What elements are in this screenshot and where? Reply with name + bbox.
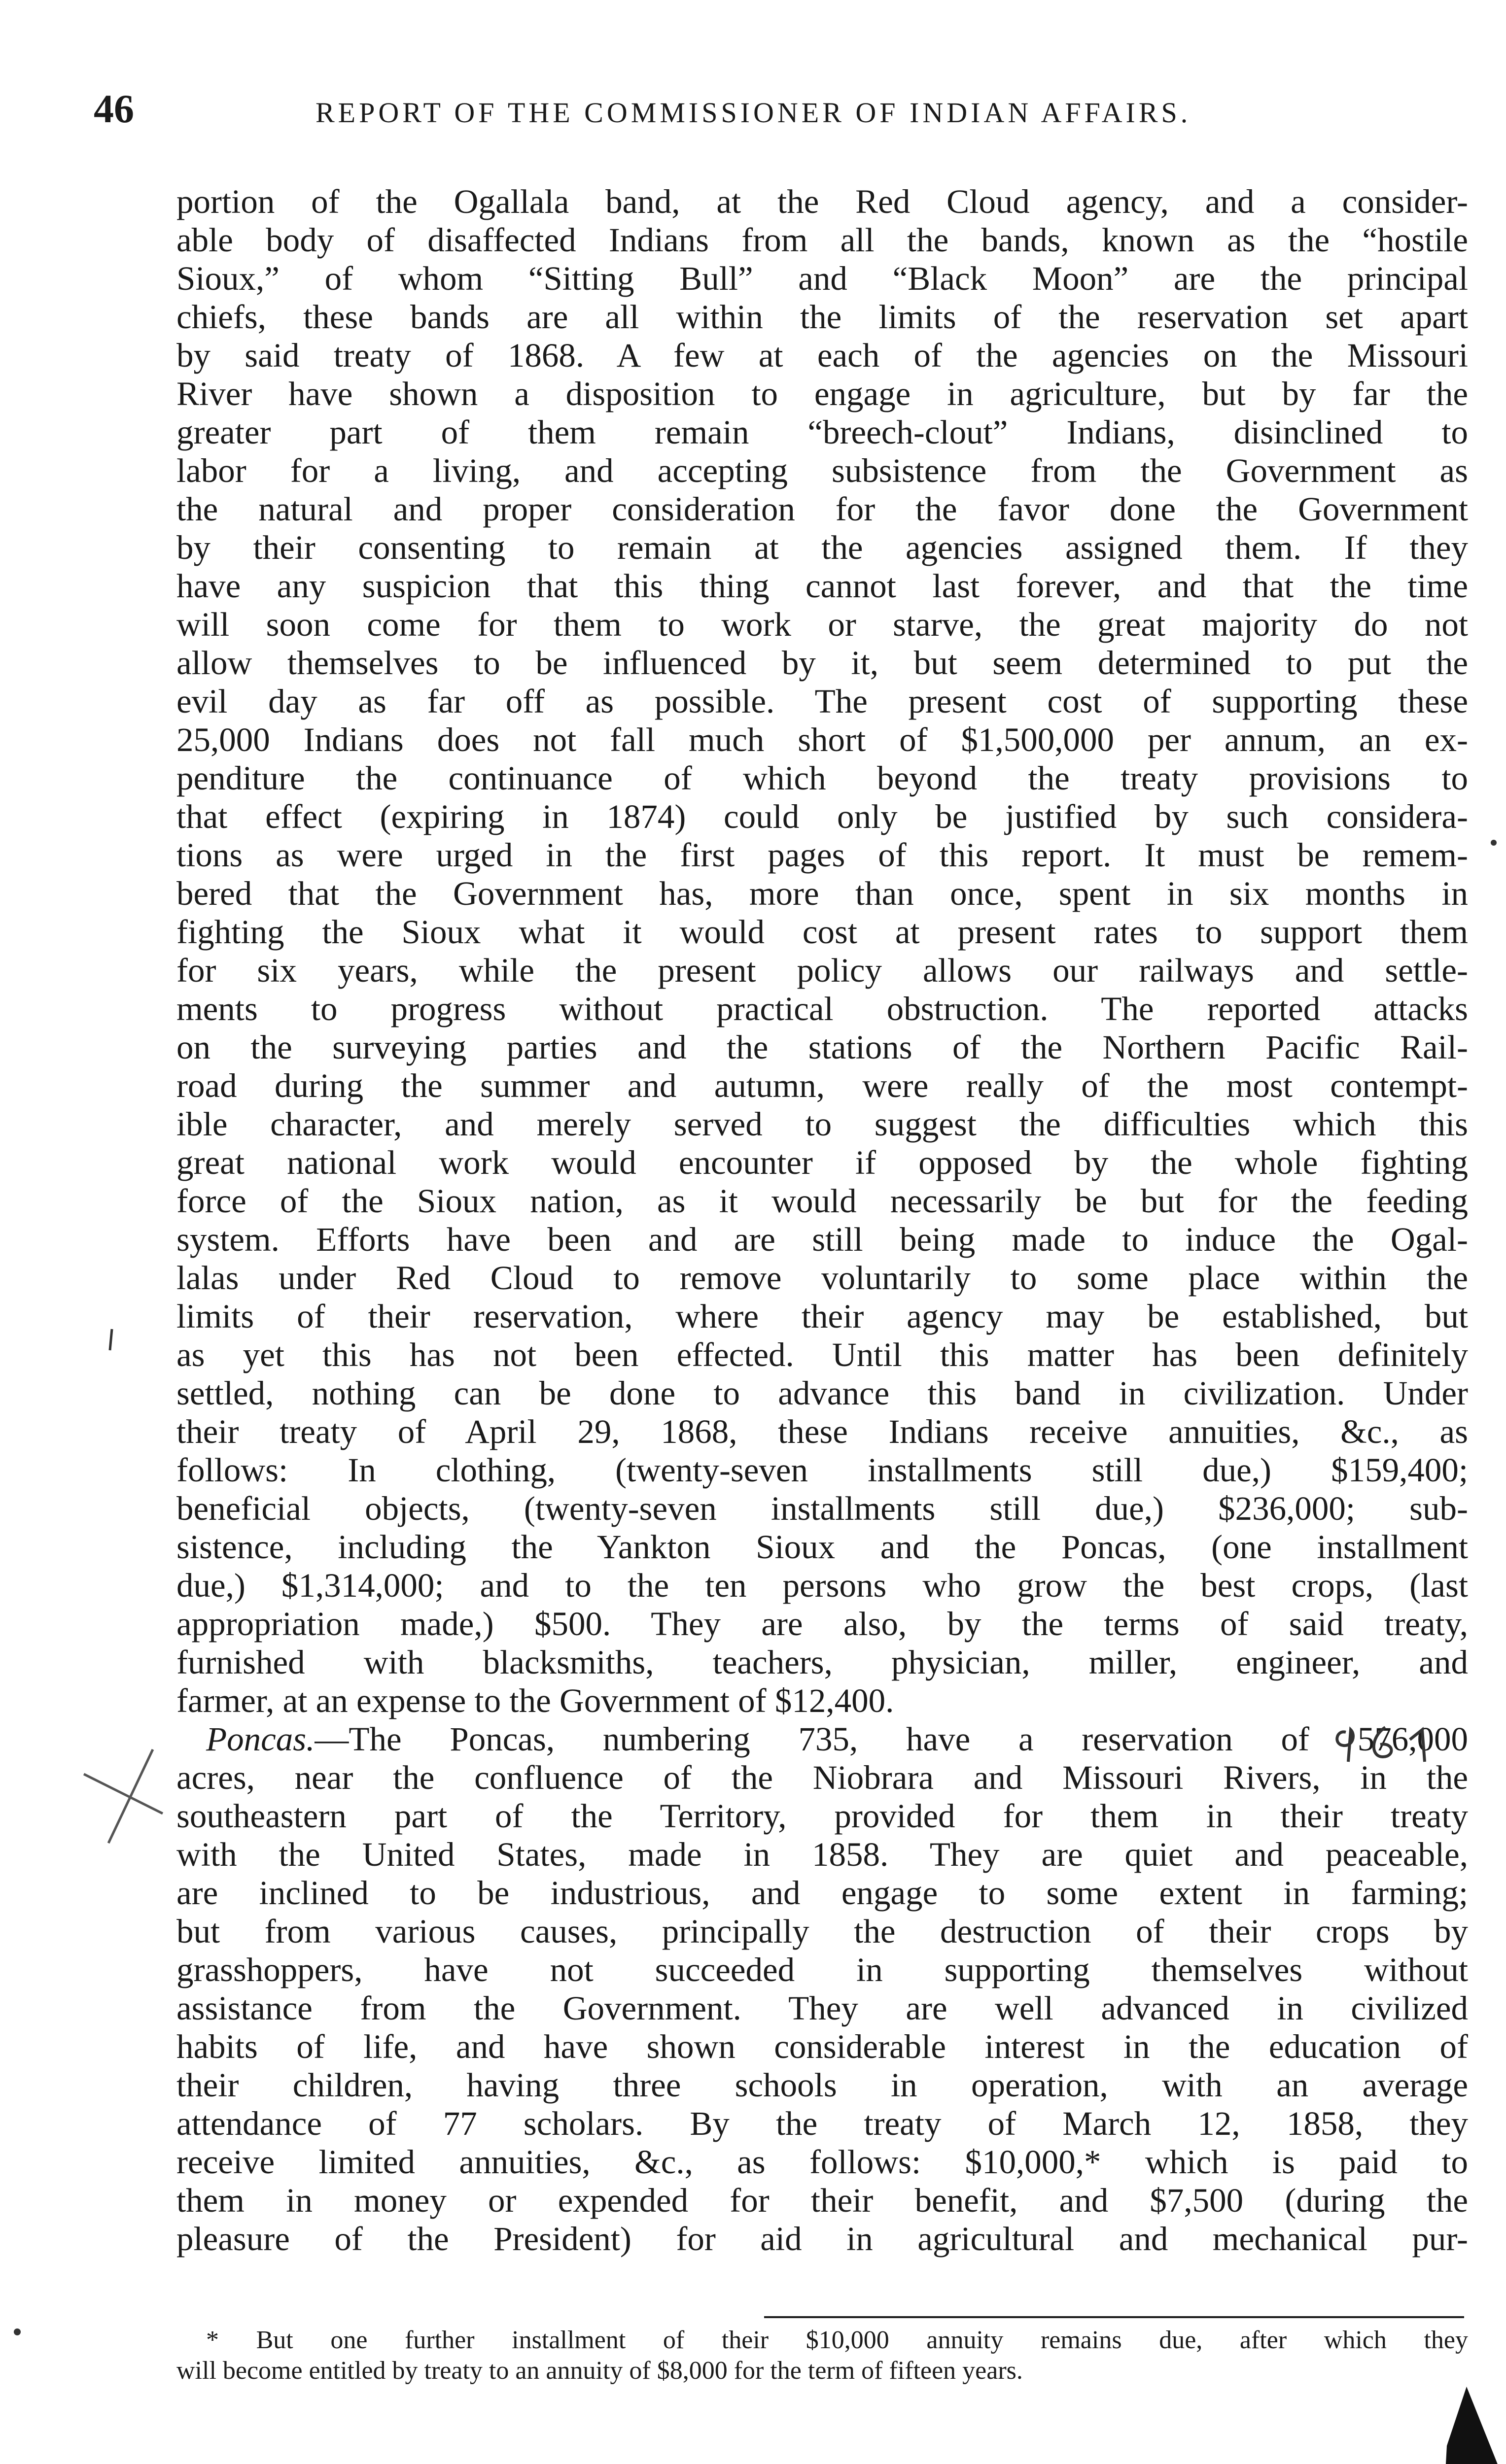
text-line: greater part of them remain “breech-clout” Indians, disinclined to xyxy=(176,413,1468,451)
text-line: assistance from the Government. They are well advanced in civilized xyxy=(176,1989,1468,2027)
poncas-paragraph-start xyxy=(176,1720,1468,1758)
text-line: but from various causes, principally the destruction of their crops by xyxy=(176,1913,1468,1950)
text-line: settled, nothing can be done to advance this band in civilization. Under xyxy=(176,1374,1468,1412)
margin-tick xyxy=(106,1328,116,1353)
text-line: appropriation made,) $500. They are also, by the terms of said treaty, xyxy=(176,1605,1468,1643)
text-line: River have shown a disposition to engage in agriculture, but by far the xyxy=(176,375,1468,412)
text-line: by their consenting to remain at the agencies assigned them. If they xyxy=(176,529,1468,566)
text-line: great national work would encounter if opposed by the whole fighting xyxy=(176,1144,1468,1181)
text-line: sistence, including the Yankton Sioux and the Poncas, (one installment xyxy=(176,1528,1468,1566)
text-line: as yet this has not been effected. Until this matter has been definitely xyxy=(176,1336,1468,1373)
text-line: ible character, and merely served to suggest the difficulties which this xyxy=(176,1105,1468,1143)
text-line: for six years, while the present policy allows our railways and settle- xyxy=(176,952,1468,989)
text-line: will soon come for them to work or starve, the great majority do not xyxy=(176,606,1468,643)
footnote-rule xyxy=(764,2316,1464,2318)
text-line: tions as were urged in the first pages of this report. It must be remem- xyxy=(176,836,1468,874)
text-line: Sioux,” of whom “Sitting Bull” and “Black Moon” are the principal xyxy=(176,260,1468,297)
text-line: chiefs, these bands are all within the limits of the reservation set apart xyxy=(176,298,1468,336)
margin-cross-mark xyxy=(79,1745,168,1853)
text-line: with the United States, made in 1858. They are quiet and peaceable, xyxy=(176,1836,1468,1873)
text-line: limits of their reservation, where their agency may be established, but xyxy=(176,1298,1468,1335)
poncas-heading: Poncas. xyxy=(206,1720,315,1758)
text-line: acres, near the confluence of the Niobrara and Missouri Rivers, in the xyxy=(176,1759,1468,1796)
text-line: follows: In clothing, (twenty-seven installments still due,) $159,400; xyxy=(176,1451,1468,1489)
text-line: them in money or expended for their benefit, and $7,500 (during the xyxy=(176,2182,1468,2219)
text-line: habits of life, and have shown considerable interest in the education of xyxy=(176,2028,1468,2065)
footnote-line: * But one further installment of their $10,000 annuity remains due, after which they xyxy=(206,2326,1468,2354)
text-line: bered that the Government has, more than once, spent in six months in xyxy=(176,875,1468,912)
text-line: fighting the Sioux what it would cost at present rates to support them xyxy=(176,913,1468,951)
text-line: allow themselves to be influenced by it, but seem determined to put the xyxy=(176,644,1468,682)
text-line: pleasure of the President) for aid in agricultural and mechanical pur- xyxy=(176,2220,1468,2258)
text-line: 25,000 Indians does not fall much short of $1,500,000 per annum, an ex- xyxy=(176,721,1468,758)
text-line: evil day as far off as possible. The present cost of supporting these xyxy=(176,683,1468,720)
text-line: on the surveying parties and the stations of the Northern Pacific Rail- xyxy=(176,1028,1468,1066)
text-line: able body of disaffected Indians from all the bands, known as the “hostile xyxy=(176,221,1468,259)
page-number: 46 xyxy=(94,86,134,131)
text-line: portion of the Ogallala band, at the Red Cloud agency, and a consider- xyxy=(176,183,1468,220)
text-line: system. Efforts have been and are still being made to induce the Ogal- xyxy=(176,1221,1468,1258)
text-line: are inclined to be industrious, and engage to some extent in farming; xyxy=(176,1874,1468,1912)
text-line: attendance of 77 scholars. By the treaty of March 12, 1858, they xyxy=(176,2105,1468,2142)
text-line: that effect (expiring in 1874) could only be justified by such considera- xyxy=(176,798,1468,835)
text-line: —The Poncas, numbering 735, have a reservation of 576,000 xyxy=(315,1720,1468,1758)
text-line: receive limited annuities, &c., as follows: $10,000,* which is paid to xyxy=(176,2143,1468,2181)
text-line: grasshoppers, have not succeeded in supporting themselves without xyxy=(176,1951,1468,1988)
text-line: penditure the continuance of which beyond the treaty provisions to xyxy=(176,759,1468,797)
text-line: by said treaty of 1868. A few at each of the agencies on the Missouri xyxy=(176,337,1468,374)
text-line: road during the summer and autumn, were really of the most contempt- xyxy=(176,1067,1468,1104)
footnote-line: will become entitled by treaty to an annuity of $8,000 for the term of fifteen years. xyxy=(176,2357,1023,2385)
text-line: have any suspicion that this thing cannot last forever, and that the time xyxy=(176,567,1468,605)
text-line: force of the Sioux nation, as it would necessarily be but for the feeding xyxy=(176,1182,1468,1220)
text-line: furnished with blacksmiths, teachers, physician, miller, engineer, and xyxy=(176,1643,1468,1681)
text-line: lalas under Red Cloud to remove voluntarily to some place within the xyxy=(176,1259,1468,1297)
handwritten-annotation xyxy=(1331,1715,1449,1769)
margin-dot xyxy=(12,2326,22,2338)
text-line: the natural and proper consideration for the favor done the Government xyxy=(176,490,1468,528)
main-text xyxy=(176,182,1468,2258)
footnote xyxy=(176,2325,1468,2386)
text-line: ments to progress without practical obstruction. The reported attacks xyxy=(176,990,1468,1027)
text-line: farmer, at an expense to the Government of $12,400. xyxy=(176,1682,894,1719)
text-line: labor for a living, and accepting subsistence from the Government as xyxy=(176,452,1468,489)
text-line: due,) $1,314,000; and to the ten persons who grow the best crops, (last xyxy=(176,1567,1468,1604)
corner-smudge xyxy=(1437,2387,1506,2464)
text-line: southeastern part of the Territory, provided for them in their treaty xyxy=(176,1797,1468,1835)
text-line: their treaty of April 29, 1868, these Indians receive annuities, &c., as xyxy=(176,1413,1468,1450)
running-head: REPORT OF THE COMMISSIONER OF INDIAN AFFAIRS. xyxy=(315,97,1191,129)
text-line: their children, having three schools in operation, with an average xyxy=(176,2066,1468,2104)
margin-dot xyxy=(1489,838,1499,848)
text-line: beneficial objects, (twenty-seven installments still due,) $236,000; sub- xyxy=(176,1490,1468,1527)
